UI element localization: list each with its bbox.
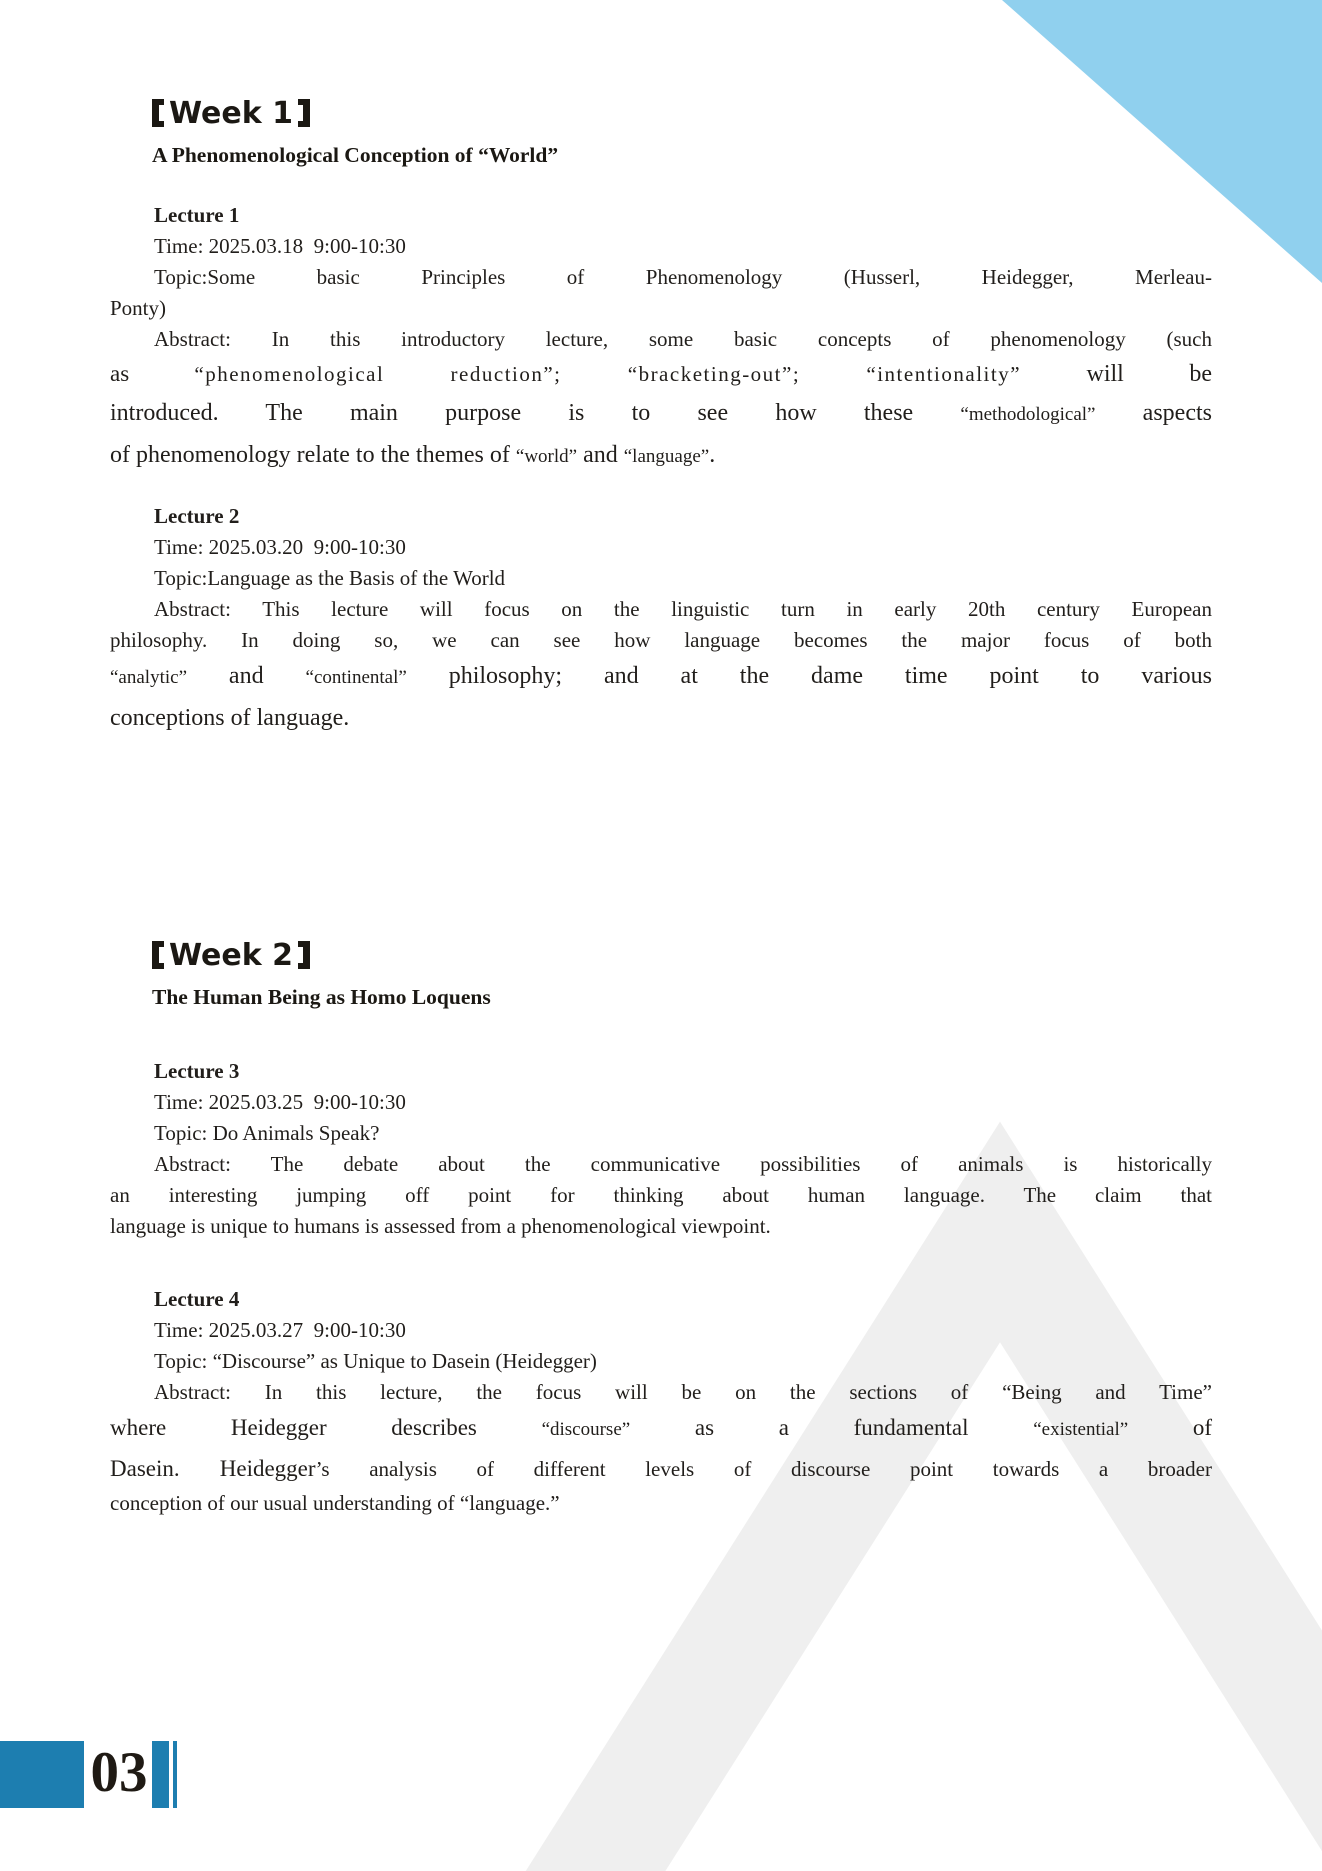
lecture-3-abstract-line-1: Abstract: The debate about the communicative possibilities of animals is historically xyxy=(154,1152,1212,1176)
lecture-4-block xyxy=(110,1284,1212,1519)
lecture-3-topic-line: Topic: Do Animals Speak? xyxy=(154,1121,380,1145)
lecture-4-abstract-line-1: Abstract: In this lecture, the focus will be on the sections of “Being and Time” xyxy=(154,1380,1212,1404)
lecture-2-title: Lecture 2 xyxy=(154,504,240,528)
footer-accent-line xyxy=(173,1741,177,1808)
lens-open-bracket-icon xyxy=(152,941,164,969)
lens-open-bracket-icon xyxy=(152,99,164,127)
lecture-4-topic-line: Topic: “Discourse” as Unique to Dasein (Heidegger) xyxy=(154,1349,597,1373)
lecture-3-abstract-line-3: language is unique to humans is assessed from a phenomenological viewpoint. xyxy=(110,1214,771,1238)
lecture-1-abstract-line-4: of phenomenology relate to the themes of “world” and “language”. xyxy=(110,442,716,468)
week-1-heading xyxy=(152,90,1212,136)
lecture-3-block xyxy=(110,1056,1212,1242)
week-2-heading xyxy=(152,932,1212,978)
week-1-heading-label: Week 1 xyxy=(169,95,293,131)
lecture-2-topic-line: Topic:Language as the Basis of the World xyxy=(154,566,506,590)
lecture-2-abstract-line-3: “analytic” and “continental” philosophy; and at the dame time point to various xyxy=(110,663,1213,689)
lecture-1-abstract-line-2: as “phenomenological reduction”; “bracketing-out”; “intentionality” will be xyxy=(110,361,1212,387)
lecture-2-abstract-line-1: Abstract: This lecture will focus on the linguistic turn in early 20th century European xyxy=(154,597,1212,621)
lecture-2-time: Time: 2025.03.20 9:00-10:30 xyxy=(154,535,406,559)
lecture-3-time: Time: 2025.03.25 9:00-10:30 xyxy=(154,1090,406,1114)
lecture-4-abstract-line-4: conception of our usual understanding of “language.” xyxy=(110,1491,560,1515)
lecture-1-abstract-line-1: Abstract: In this introductory lecture, some basic concepts of phenomenology (such xyxy=(154,327,1212,351)
week-1-subtitle: A Phenomenological Conception of “World” xyxy=(152,143,559,167)
lecture-1-topic-line-2: Ponty) xyxy=(110,296,167,320)
lecture-2-block xyxy=(110,501,1212,738)
lecture-1-title: Lecture 1 xyxy=(154,203,240,227)
lecture-4-abstract-line-3: Dasein. Heidegger’s analysis of different levels of discourse point towards a broader xyxy=(110,1456,1212,1481)
lecture-3-title: Lecture 3 xyxy=(154,1059,240,1083)
lecture-1-abstract-line-3: introduced. The main purpose is to see how these “methodological” aspects xyxy=(110,400,1212,426)
week-2-heading-label: Week 2 xyxy=(169,937,293,973)
footer-accent-bar xyxy=(152,1741,169,1808)
lecture-4-title: Lecture 4 xyxy=(154,1287,240,1311)
lens-close-bracket-icon xyxy=(298,941,310,969)
lecture-3-abstract-line-2: an interesting jumping off point for thinking about human language. The claim that xyxy=(110,1183,1212,1207)
lecture-1-block xyxy=(110,200,1212,477)
lecture-4-abstract-line-2: where Heidegger describes “discourse” as a fundamental “existential” of xyxy=(110,1415,1212,1440)
week-2-subtitle: The Human Being as Homo Loquens xyxy=(152,985,491,1009)
week-2-section xyxy=(110,932,1212,1519)
lecture-2-abstract-line-2: philosophy. In doing so, we can see how language becomes the major focus of both xyxy=(110,628,1212,652)
week-1-section xyxy=(110,90,1212,738)
lens-close-bracket-icon xyxy=(298,99,310,127)
lecture-1-topic-line-1: Topic:Some basic Principles of Phenomenology (Husserl, Heidegger, Merleau- xyxy=(154,265,1212,289)
footer-accent-block xyxy=(0,1741,84,1808)
page-number: 03 xyxy=(90,1741,148,1804)
lecture-2-abstract-line-4: conceptions of language. xyxy=(110,705,350,731)
lecture-1-time: Time: 2025.03.18 9:00-10:30 xyxy=(154,234,406,258)
lecture-4-time: Time: 2025.03.27 9:00-10:30 xyxy=(154,1318,406,1342)
